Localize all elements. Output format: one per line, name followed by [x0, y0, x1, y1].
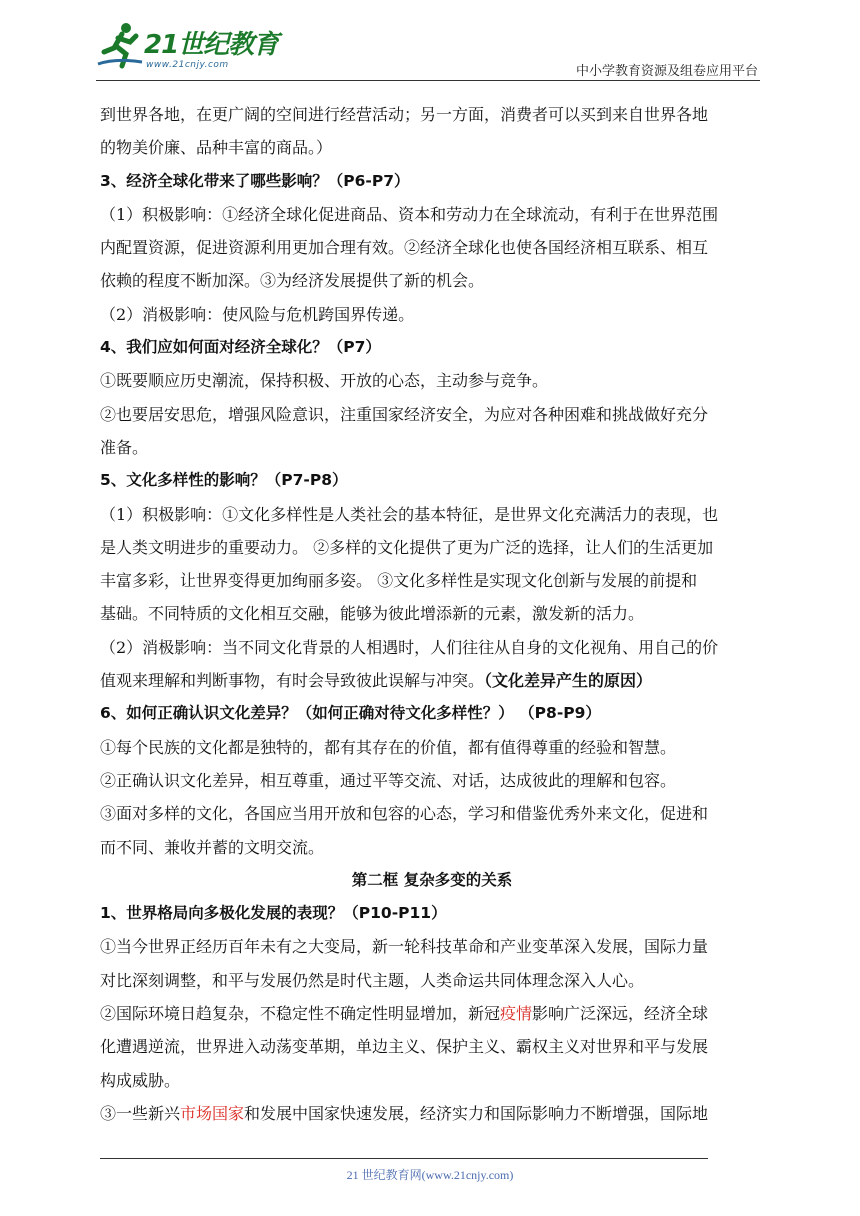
text-line: 到世界各地，在更广阔的空间进行经营活动；另一方面，消费者可以买到来自世界各地: [100, 105, 709, 124]
text-line: ①既要顺应历史潮流，保持积极、开放的心态，主动参与竞争。: [100, 371, 549, 391]
text-line: ②正确认识文化差异，相互尊重，通过平等交流、对话，达成彼此的理解和包容。: [100, 770, 677, 790]
text-line: 而不同、兼收并蓄的文明交流。: [100, 837, 325, 857]
text-line: 对比深刻调整，和平与发展仍然是时代主题，人类命运共同体理念深入人心。: [100, 970, 645, 990]
text-line: （1）积极影响：①经济全球化促进商品、资本和劳动力在全球流动，有利于在世界范围: [100, 204, 719, 224]
text-line: [100, 664, 764, 697]
question-heading: 6、如何正确认识文化差异？（如何正确对待文化多样性？） （P8-P9）: [100, 704, 601, 723]
text-line: 是人类文明进步的重要动力。 ②多样的文化提供了更为广泛的选择，让人们的生活更加: [100, 537, 714, 557]
text-line: 依赖的程度不断加深。③为经济发展提供了新的机会。: [100, 271, 485, 291]
text-line: ①当今世界正经历百年未有之大变局，新一轮科技革命和产业变革深入发展，国际力量: [100, 937, 709, 957]
page-header: [0, 0, 860, 90]
text-segment: ②国际环境日趋复杂，不稳定性不确定性明显增加，新冠: [100, 1004, 501, 1024]
footer-divider: [100, 1158, 708, 1159]
highlight-term: 疫情: [500, 1004, 533, 1024]
logo-text: 21世纪教育: [144, 30, 279, 60]
platform-name: 中小学教育资源及组卷应用平台: [575, 64, 758, 79]
text-line: 的物美价廉、品种丰富的商品。）: [100, 138, 333, 158]
runner-logo-icon: [96, 20, 144, 70]
text-line: 构成威胁。: [100, 1070, 181, 1090]
text-line: 内配置资源，促进资源利用更加合理有效。②经济全球化也使各国经济相互联系、相互: [100, 238, 709, 258]
document-body: [100, 98, 764, 1130]
question-heading: 1、世界格局向多极化发展的表现？（P10-P11）: [100, 904, 447, 923]
text-segment: 和发展中国家快速发展，经济实力和国际影响力不断增强，国际地: [244, 1103, 709, 1123]
text-segment: 影响广泛深远，经济全球: [532, 1004, 709, 1024]
logo-url: www.21cnjy.com: [146, 60, 229, 70]
bold-note: （文化差异产生的原因）: [484, 671, 653, 691]
text-line: （2）消极影响：使风险与危机跨国界传递。: [100, 304, 415, 324]
text-line: ②也要居安思危，增强风险意识，注重国家经济安全，为应对各种困难和挑战做好充分: [100, 404, 709, 424]
question-heading: 3、经济全球化带来了哪些影响？（P6-P7）: [100, 171, 410, 190]
text-line: 丰富多彩，让世界变得更加绚丽多姿。 ③文化多样性是实现文化创新与发展的前提和: [100, 571, 698, 591]
text-line: ①每个民族的文化都是独特的，都有其存在的价值，都有值得尊重的经验和智慧。: [100, 737, 677, 757]
text-line: （1）积极影响：①文化多样性是人类社会的基本特征，是世界文化充满活力的表现，也: [100, 504, 719, 524]
text-segment: 值观来理解和判断事物，有时会导致彼此误解与冲突。: [100, 671, 485, 691]
text-line: ③面对多样的文化，各国应当用开放和包容的心态，学习和借鉴优秀外来文化，促进和: [100, 804, 709, 824]
question-heading: 4、我们应如何面对经济全球化？（P7）: [100, 338, 381, 357]
header-divider: [96, 80, 760, 81]
text-line: [100, 997, 764, 1030]
text-line: 准备。: [100, 437, 149, 457]
logo: [96, 20, 296, 80]
section-title: 第二框 复杂多变的关系: [351, 870, 513, 889]
question-heading: 5、文化多样性的影响？（P7-P8）: [100, 471, 348, 490]
text-line: 化遭遇逆流，世界进入动荡变革期，单边主义、保护主义、霸权主义对世界和平与发展: [100, 1037, 709, 1057]
page-footer: 21 世纪教育网(www.21cnjy.com): [346, 1168, 514, 1182]
text-line: 基础。不同特质的文化相互交融，能够为彼此增添新的元素，激发新的活力。: [100, 604, 645, 624]
highlight-term: 市场国家: [180, 1103, 245, 1123]
text-segment: ③一些新兴: [100, 1103, 181, 1123]
text-line: [100, 1097, 764, 1130]
text-line: （2）消极影响：当不同文化背景的人相遇时，人们往往从自身的文化视角、用自己的价: [100, 637, 719, 657]
